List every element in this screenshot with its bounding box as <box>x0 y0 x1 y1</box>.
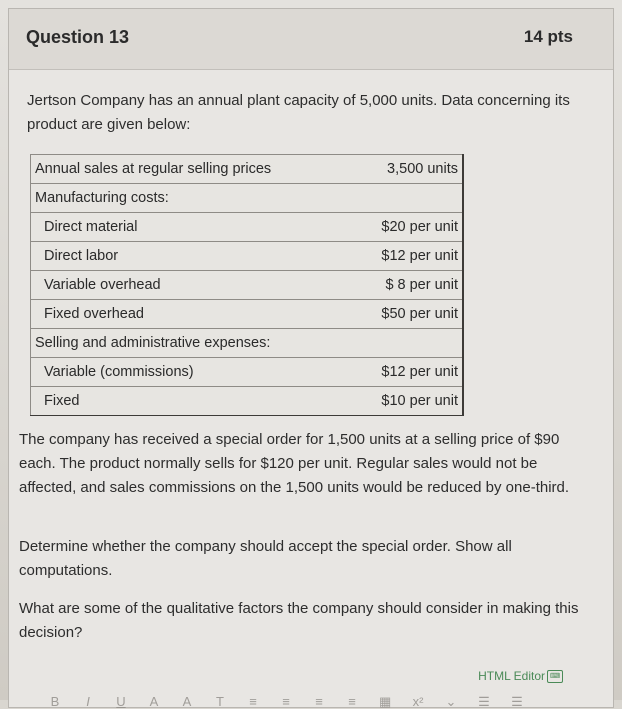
table-row <box>31 358 464 387</box>
table-cell-label: Direct material <box>31 213 305 242</box>
align-right-icon[interactable]: ≡ <box>315 694 323 709</box>
table-row <box>31 300 464 329</box>
superscript-icon[interactable]: x² <box>412 694 424 709</box>
table-cell-label: Manufacturing costs: <box>31 184 305 213</box>
align-center-icon[interactable]: ≡ <box>282 694 290 709</box>
table-cell-value: $12 per unit <box>304 242 463 271</box>
question-title: Question 13 <box>26 27 130 47</box>
html-editor-link[interactable] <box>478 669 563 683</box>
table-row <box>31 271 464 300</box>
table-cell-value: $50 per unit <box>304 300 463 329</box>
table-row <box>31 329 464 358</box>
clear-format-icon[interactable]: T <box>216 694 224 709</box>
table-cell-label: Annual sales at regular selling prices <box>31 155 305 184</box>
table-cell-label: Selling and administrative expenses: <box>31 329 305 358</box>
table-cell-value: $ 8 per unit <box>304 271 463 300</box>
justify-icon[interactable]: ≡ <box>348 694 356 709</box>
determine-text: Determine whether the company should accept the special order. Show all computations. <box>19 538 512 579</box>
question-points: 14 pts <box>523 27 573 46</box>
table-cell-value <box>304 329 463 358</box>
table-cell-value <box>304 184 463 213</box>
chevron-down-icon[interactable]: ⌄ <box>445 694 457 709</box>
keyboard-icon: ⌨ <box>547 670 563 683</box>
table-cell-value: $12 per unit <box>304 358 463 387</box>
question-card <box>8 8 614 708</box>
html-editor-label: HTML Editor <box>478 669 545 683</box>
underline-icon[interactable]: U <box>116 694 126 709</box>
table-cell-value: $10 per unit <box>304 387 463 416</box>
editor-toolbar <box>9 695 613 709</box>
table-row <box>31 155 464 184</box>
table-cell-value: 3,500 units <box>304 155 463 184</box>
intro-text: Jertson Company has an annual plant capacity of 5,000 units. Data concerning its product are given below: <box>27 92 570 133</box>
table-cell-label: Fixed <box>31 387 305 416</box>
numbered-list-icon[interactable]: ☰ <box>511 694 523 709</box>
table-cell-label: Variable (commissions) <box>31 358 305 387</box>
table-row <box>31 387 464 416</box>
table-cell-label: Direct labor <box>31 242 305 271</box>
font-color-icon[interactable]: A <box>149 694 159 709</box>
table-row <box>31 242 464 271</box>
bold-icon[interactable]: B <box>50 694 60 709</box>
italic-icon[interactable]: I <box>86 694 90 709</box>
bullet-list-icon[interactable]: ☰ <box>478 694 490 709</box>
text-color-icon[interactable]: A <box>182 694 192 709</box>
cost-data-table <box>30 154 464 416</box>
table-cell-label: Variable overhead <box>31 271 305 300</box>
table-icon[interactable]: ▦ <box>379 694 392 709</box>
table-row <box>31 213 464 242</box>
qualitative-factors-text: What are some of the qualitative factors the company should consider in making this decision? <box>19 600 579 641</box>
table-row <box>31 184 464 213</box>
table-cell-value: $20 per unit <box>304 213 463 242</box>
align-left-icon[interactable]: ≡ <box>249 694 257 709</box>
question-header <box>9 9 613 70</box>
special-order-text: The company has received a special order for 1,500 units at a selling price of $90 each. The product normally sells for $120 per unit. Regular sales would not be affected, and sales commissions on the 1,500 units would be reduced by one-third. <box>19 431 570 496</box>
table-cell-label: Fixed overhead <box>31 300 305 329</box>
